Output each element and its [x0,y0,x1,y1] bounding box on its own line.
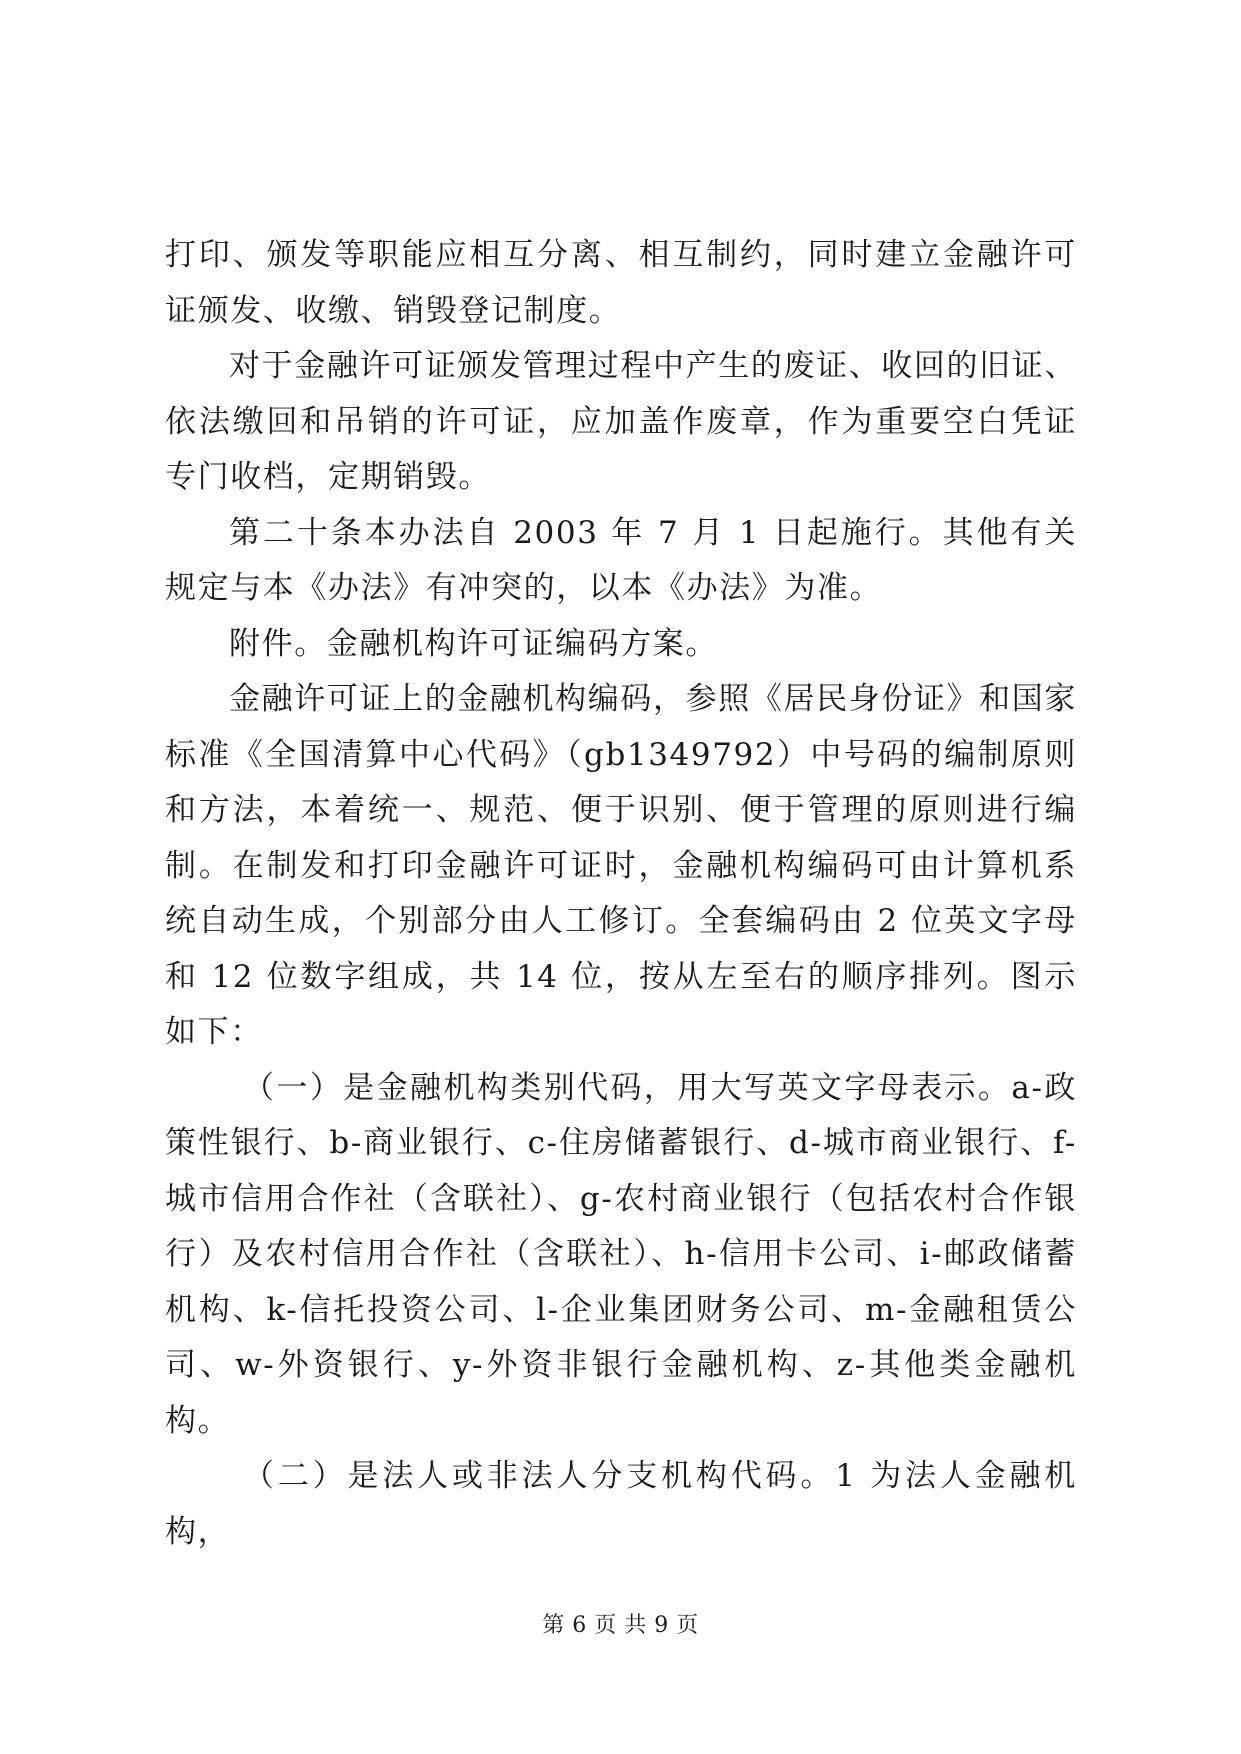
paragraph-article-20: 第二十条本办法自 2003 年 7 月 1 日起施行。其他有关规定与本《办法》有冲突的，以本《办法》为准。 [165,514,1077,606]
paragraph-void-certificates: 对于金融许可证颁发管理过程中产生的废证、收回的旧证、依法缴回和吊销的许可证，应加盖作废章，作为重要空白凭证专门收档，定期销毁。 [165,348,1077,495]
page-footer: 第 6 页 共 9 页 [542,1613,699,1638]
paragraph-category-code: （一）是金融机构类别代码，用大写英文字母表示。a-政策性银行、b-商业银行、c-住房储蓄银行、d-城市商业银行、f-城市信用合作社（含联社）、g-农村商业银行（包括农村合作银行）及农村信用合作社（含联社）、h-信用卡公司、i-邮政储蓄机构、k-信托投资公司、l-企业集团财务公司、m-金融租赁公司、w-外资银行、y-外资非银行金融机构、z-其他类金融机构。 [165,1069,1077,1439]
paragraph-coding-scheme: 金融许可证上的金融机构编码，参照《居民身份证》和国家标准《全国清算中心代码》（gb1349792）中号码的编制原则和方法，本着统一、规范、便于识别、便于管理的原则进行编制。在制发和打印金融许可证时，金融机构编码可由计算机系统自动生成，个别部分由人工修订。全套编码由 2 位英文字母和 12 位数字组成，共 14 位，按从左至右的顺序排列。图示如下： [165,681,1077,1050]
paragraph-branch-code: （二）是法人或非法人分支机构代码。1 为法人金融机构， [165,1458,1077,1550]
paragraph-attachment: 附件。金融机构许可证编码方案。 [229,625,718,662]
document-body [165,228,1077,1560]
paragraph-continuation: 打印、颁发等职能应相互分离、相互制约，同时建立金融许可证颁发、收缴、销毁登记制度。 [165,237,1077,329]
